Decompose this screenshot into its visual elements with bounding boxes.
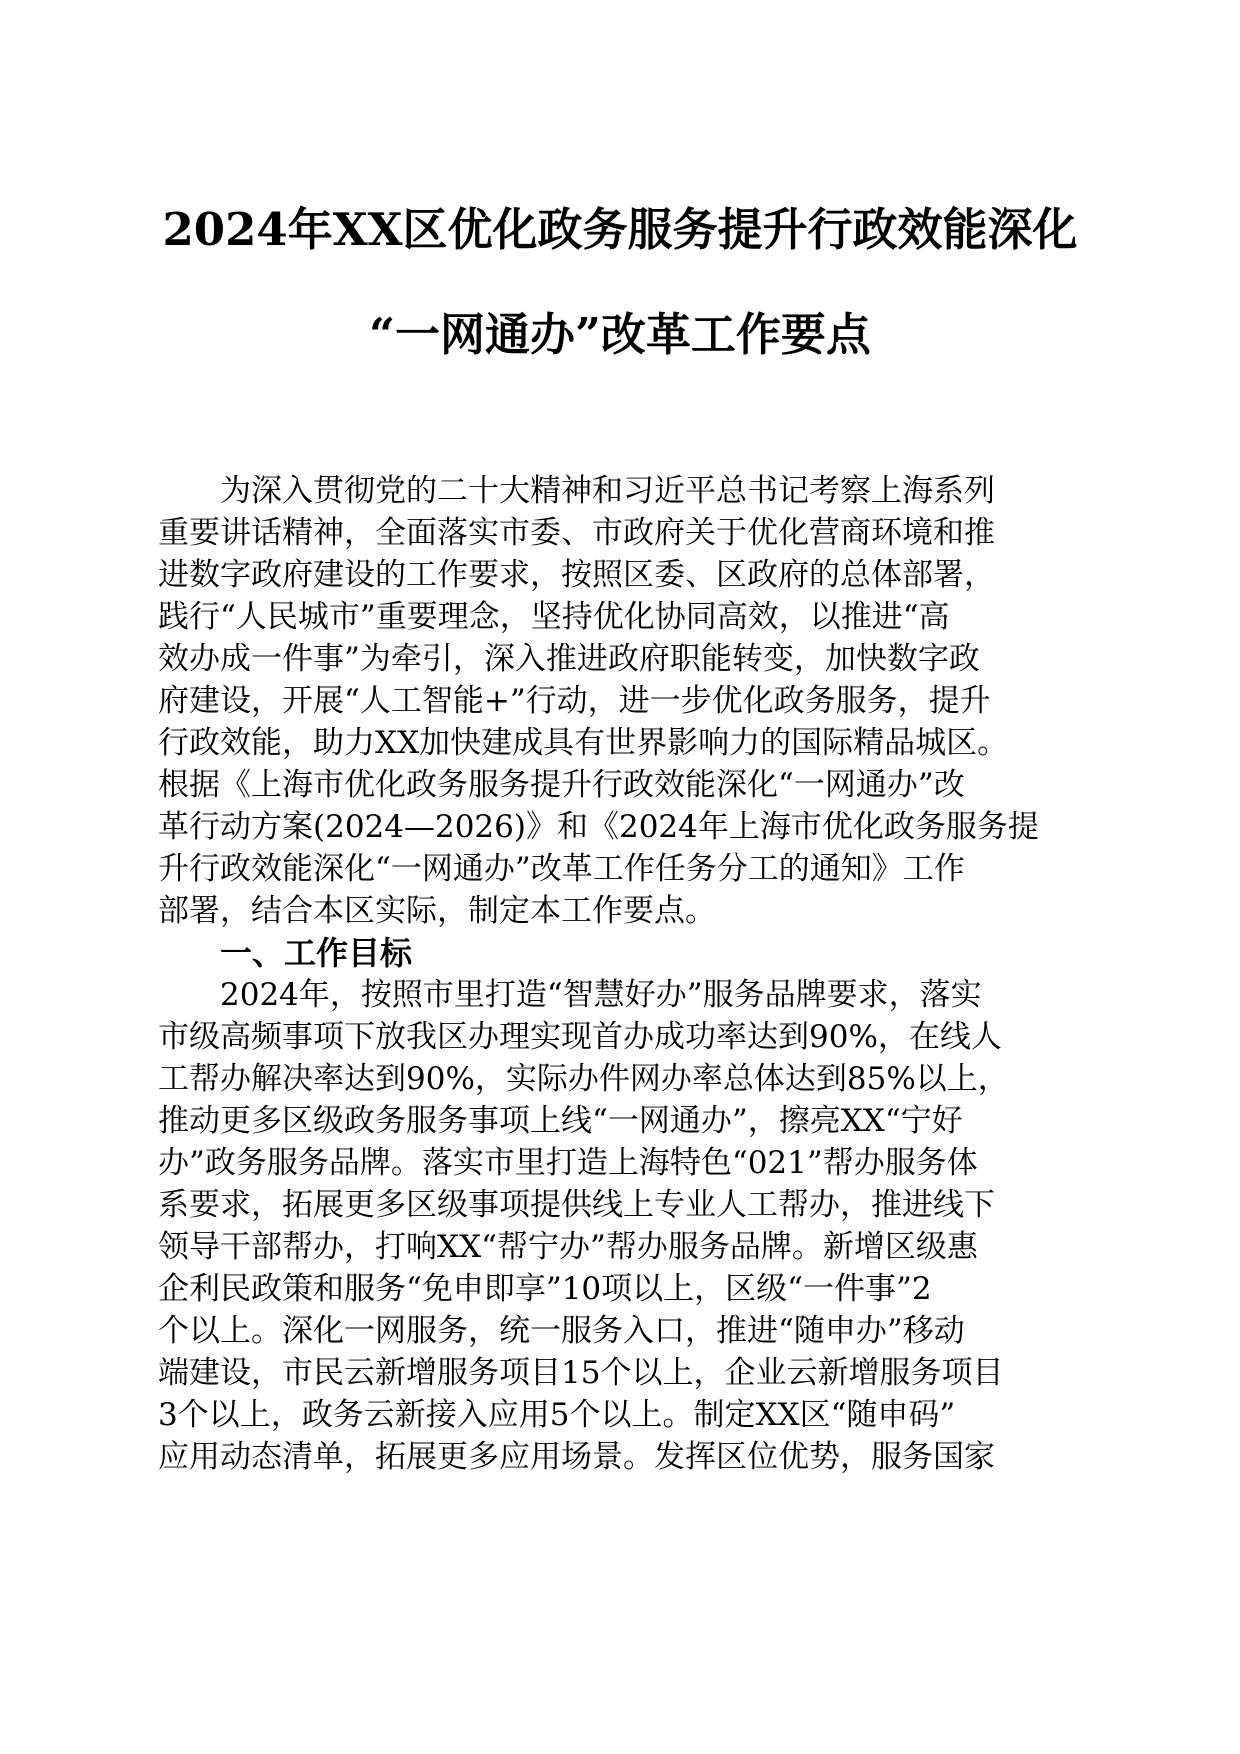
document-title-line-1: 2024年XX区优化政务服务提升行政效能深化 bbox=[162, 203, 1078, 256]
intro-line: 升行政效能深化“一网通办”改革工作任务分工的通知》工作 bbox=[158, 851, 965, 887]
section-line: 3个以上，政务云新接入应用5个以上。制定XX区“随申码” bbox=[158, 1397, 956, 1433]
section-line: 领导干部帮办，打响XX“帮宁办”帮办服务品牌。新增区级惠 bbox=[158, 1229, 978, 1265]
section-line: 系要求，拓展更多区级事项提供线上专业人工帮办，推进线下 bbox=[158, 1187, 995, 1223]
section-line: 企利民政策和服务“免申即享”10项以上，区级“一件事”2 bbox=[158, 1271, 932, 1307]
intro-line: 府建设，开展“人工智能+”行动，进一步优化政务服务，提升 bbox=[158, 683, 991, 719]
section-heading: 一、工作目标 bbox=[220, 934, 413, 972]
section-line: 2024年，按照市里打造“智慧好办”服务品牌要求，落实 bbox=[220, 977, 982, 1013]
intro-line: 进数字政府建设的工作要求，按照区委、区政府的总体部署， bbox=[158, 557, 995, 593]
section-line: 应用动态清单，拓展更多应用场景。发挥区位优势，服务国家 bbox=[158, 1439, 995, 1475]
section-line: 工帮办解决率达到90%，实际办件网办率总体达到85%以上， bbox=[158, 1061, 1009, 1097]
intro-line: 部署，结合本区实际，制定本工作要点。 bbox=[158, 893, 716, 929]
intro-line: 为深入贯彻党的二十大精神和习近平总书记考察上海系列 bbox=[220, 473, 995, 509]
intro-line: 重要讲话精神，全面落实市委、市政府关于优化营商环境和推 bbox=[158, 515, 995, 551]
intro-line: 践行“人民城市”重要理念，坚持优化协同高效，以推进“高 bbox=[158, 599, 950, 635]
section-line: 办”政务服务品牌。落实市里打造上海特色“021”帮办服务体 bbox=[158, 1145, 978, 1181]
intro-line: 效办成一件事”为牵引，深入推进政府职能转变，加快数字政 bbox=[158, 641, 980, 677]
intro-line: 行政效能，助力XX加快建成具有世界影响力的国际精品城区。 bbox=[158, 725, 1009, 761]
section-line: 端建设，市民云新增服务项目15个以上，企业云新增服务项目 bbox=[158, 1355, 1004, 1391]
section-line: 推动更多区级政务服务事项上线“一网通办”，擦亮XX“宁好 bbox=[158, 1103, 963, 1139]
document-title-line-2: “一网通办”改革工作要点 bbox=[369, 308, 871, 361]
section-line: 个以上。深化一网服务，统一服务入口，推进“随申办”移动 bbox=[158, 1313, 965, 1349]
intro-line: 根据《上海市优化政务服务提升行政效能深化“一网通办”改 bbox=[158, 767, 965, 803]
section-line: 市级高频事项下放我区办理实现首办成功率达到90%，在线人 bbox=[158, 1019, 1002, 1055]
intro-line: 革行动方案(2024—2026)》和《2024年上海市优化政务服务提 bbox=[158, 809, 1039, 845]
